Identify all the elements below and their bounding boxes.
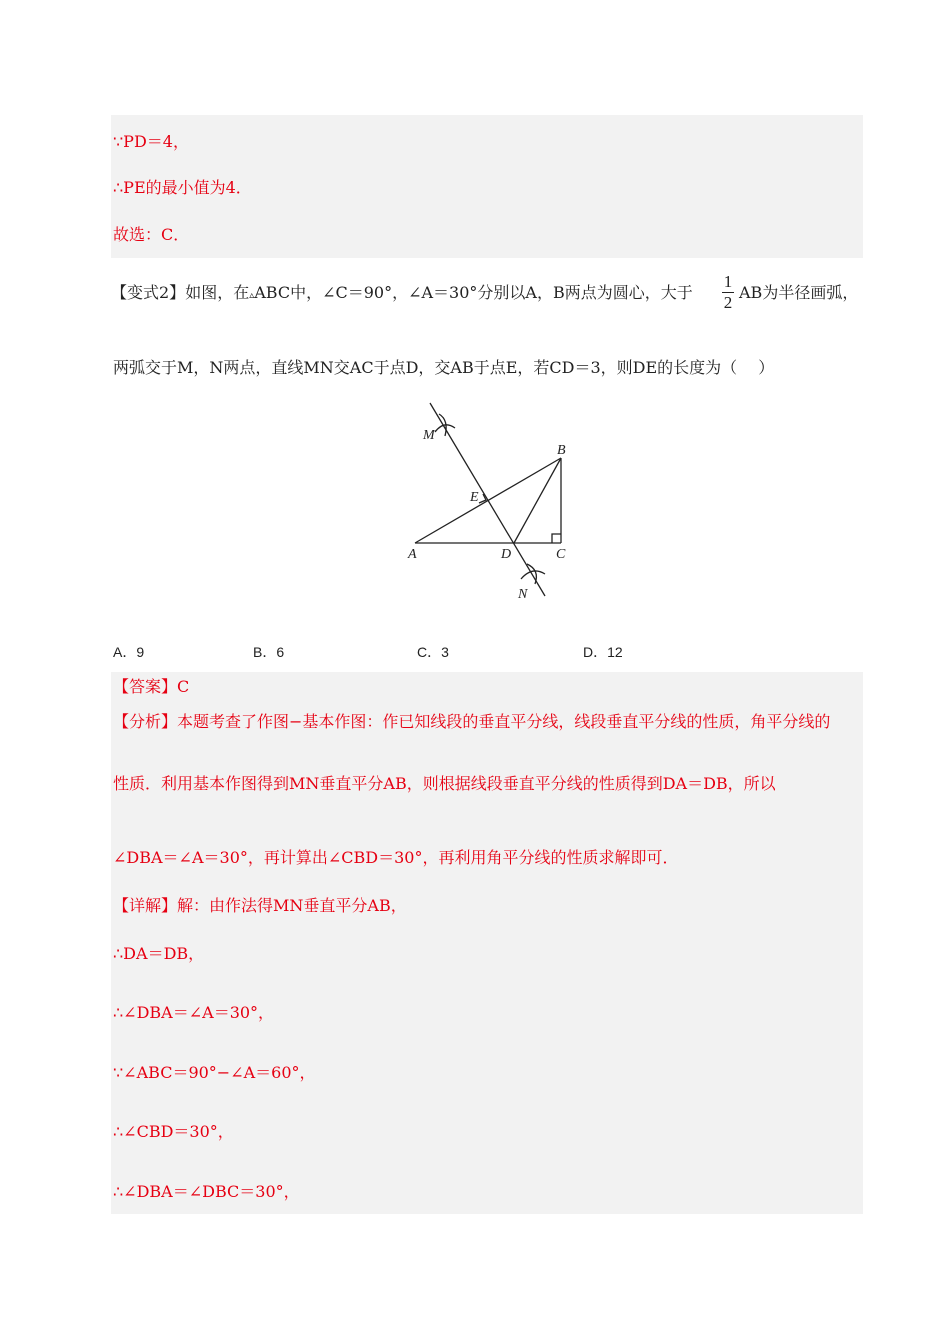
analysis-line-2: 性质．利用基本作图得到MN垂直平分AB，则根据线段垂直平分线的性质得到DA＝DB，所以 [113, 774, 776, 793]
line-mn [430, 403, 545, 596]
analysis-tag: 【分析】 [113, 712, 178, 731]
label-d: D [501, 547, 512, 562]
fraction-one-half [720, 272, 736, 313]
prev-solution-line-1: ∵PD＝4， [113, 132, 189, 151]
question-line-1 [111, 283, 693, 306]
label-a: A [408, 547, 417, 562]
detail-step-2: ∴∠DBA＝∠A＝30°， [113, 1003, 275, 1022]
prev-solution-line-2: ∴PE的最小值为4． [113, 178, 252, 197]
detail-line-1 [113, 896, 407, 916]
label-e: E [470, 490, 479, 505]
detail-step-3: ∵∠ABC＝90°−∠A＝60°， [113, 1063, 316, 1082]
detail-step-5: ∴∠DBA＝∠DBC＝30°， [113, 1182, 300, 1201]
analysis-line-1 [113, 712, 830, 732]
detail-step-1: ∴DA＝DB， [113, 944, 205, 963]
answer-line: 【答案】C [113, 677, 190, 696]
prev-solution-line-3: 故选：C． [113, 225, 190, 244]
option-c[interactable]: C．3 [417, 644, 449, 660]
fraction-numerator: 1 [723, 272, 733, 291]
triangle-symbol: ▵ [249, 290, 255, 301]
triangle-diagram [395, 398, 575, 608]
segment-bd [514, 458, 561, 543]
question-line-2: 两弧交于M，N两点，直线MN交AC于点D，交AB于点E，若CD＝3，则DE的长度为（ ） [113, 358, 775, 377]
question-text-a: 如图，在 [185, 283, 250, 302]
fraction-denominator: 2 [723, 293, 733, 312]
analysis-line-3: ∠DBA＝∠A＝30°，再计算出∠CBD＝30°，再利用角平分线的性质求解即可． [113, 848, 679, 867]
detail-tag: 【详解】 [113, 896, 178, 915]
detail-step-4: ∴∠CBD＝30°， [113, 1122, 234, 1141]
question-text-c: AB为半径画弧， [739, 283, 859, 302]
option-a[interactable]: A．9 [113, 644, 145, 660]
right-angle-c [552, 534, 561, 543]
label-m: M [423, 428, 435, 443]
question-text-b: ABC中，∠C＝90°，∠A＝30°分别以A，B两点为圆心，大于 [254, 283, 693, 302]
label-n: N [518, 587, 528, 602]
detail-text-1: 解：由作法得MN垂直平分AB， [177, 896, 407, 915]
option-b[interactable]: B．6 [253, 644, 285, 660]
label-c: C [556, 547, 566, 562]
analysis-text-1: 本题考查了作图−基本作图：作已知线段的垂直平分线，线段垂直平分线的性质，角平分线的 [177, 712, 831, 731]
label-b: B [557, 443, 566, 458]
option-d[interactable]: D．12 [583, 644, 623, 660]
question-tag: 【变式2】 [111, 283, 186, 302]
